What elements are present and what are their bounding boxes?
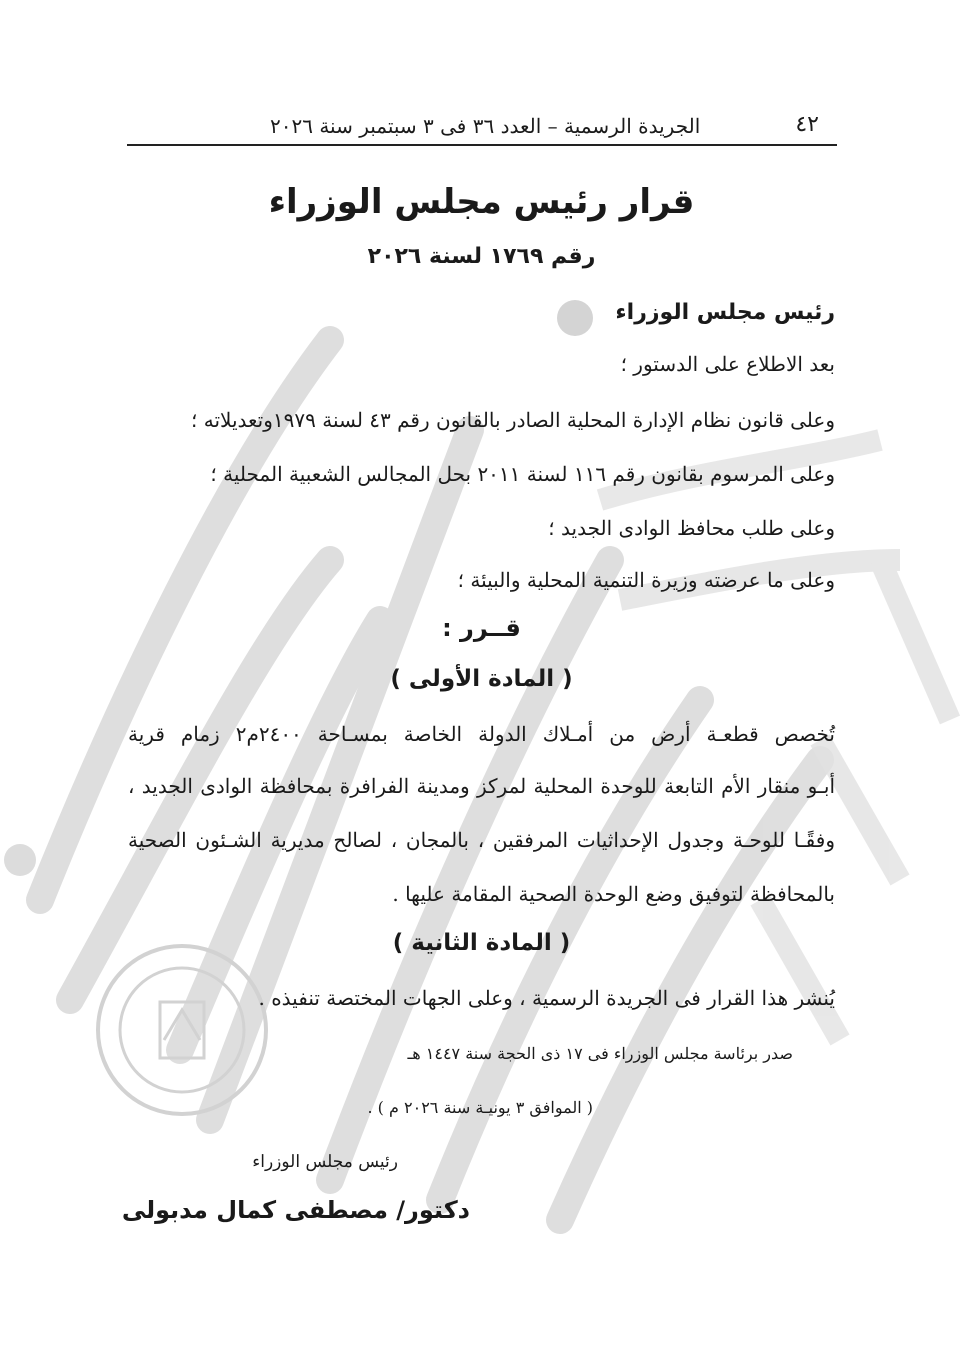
seal-icon: [92, 940, 272, 1120]
article2-heading: ( المادة الثانية ): [392, 930, 571, 956]
preamble-line: وعلى المرسوم بقانون رقم ١١٦ لسنة ٢٠١١ بحل المجالس الشعبية المحلية ؛: [210, 462, 835, 486]
preamble-line: بعد الاطلاع على الدستور ؛: [620, 352, 835, 376]
signature-title: رئيس مجلس الوزراء: [252, 1152, 398, 1172]
article1-line: وفقًـا للوحـة وجدول الإحداثيات المرفقين ، بالمجان ، لصالح مديرية الشـئون الصحية: [128, 828, 835, 852]
preamble-line: وعلى قانون نظام الإدارة المحلية الصادر بالقانون رقم ٤٣ لسنة ١٩٧٩وتعديلاته ؛: [191, 408, 835, 432]
article1-heading: ( المادة الأولى ): [390, 666, 573, 692]
running-header: [127, 112, 837, 146]
decree-title: قرار رئيس مجلس الوزراء: [268, 182, 695, 222]
decree-number: رقم ١٧٦٩ لسنة ٢٠٢٦: [367, 244, 596, 269]
running-head-text: الجريدة الرسمية – العدد ٣٦ فى ٣ سبتمبر سنة ٢٠٢٦: [270, 114, 701, 138]
article2-text: يُنشر هذا القرار فى الجريدة الرسمية ، وعلى الجهات المختصة تنفيذه .: [258, 986, 835, 1010]
issued-gregorian: ( الموافق ٣ يونيـة سنة ٢٠٢٦ م ) .: [367, 1098, 593, 1117]
preamble-line: وعلى ما عرضته وزيرة التنمية المحلية والبيئة ؛: [457, 568, 835, 592]
page-number: ٤٢: [795, 112, 819, 137]
issued-hijri: صدر برئاسة مجلس الوزراء فى ١٧ ذى الحجة سنة ١٤٤٧ هـ: [407, 1044, 793, 1063]
decided-label: قــرر :: [442, 614, 521, 642]
article1-line: بالمحافظة لتوفيق وضع الوحدة الصحية المقامة عليها .: [392, 882, 835, 906]
signature-name: دكتور/ مصطفى كمال مدبولى: [121, 1196, 470, 1224]
article1-line: تُخصص قطعـة أرض من أمـلاك الدولة الخاصة بمسـاحة ٢٤٠٠م٢ زمام قرية: [128, 722, 835, 746]
preamble-line: وعلى طلب محافظ الوادى الجديد ؛: [548, 516, 835, 540]
article1-line: أبـو منقار الأم التابعة للوحدة المحلية لمركز ومدينة الفرافرة بمحافظة الوادى الجديد ،: [128, 774, 835, 798]
decree-issuer: رئيس مجلس الوزراء: [615, 300, 835, 325]
